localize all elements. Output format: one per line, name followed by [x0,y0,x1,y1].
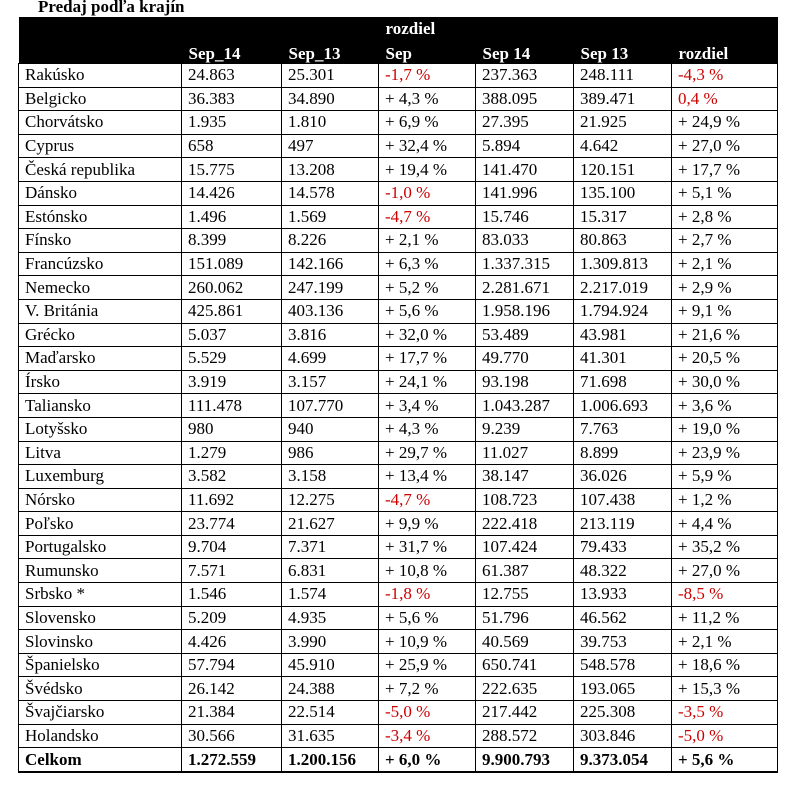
cell-sep13: 107.770 [282,394,379,418]
cell-ytd13: 36.026 [574,465,672,489]
table-row [19,347,778,371]
cell-diff-ytd: + 24,9 % [672,111,778,135]
cell-ytd13: 135.100 [574,181,672,205]
cell-sep13: 45.910 [282,653,379,677]
table-row [19,535,778,559]
cell-diff-sep: + 25,9 % [379,653,476,677]
table-row [19,559,778,583]
cell-ytd14: 9.239 [476,417,574,441]
total-ytd14: 9.900.793 [476,748,574,772]
cell-diff-sep: + 24,1 % [379,370,476,394]
cell-country: Írsko [19,370,182,394]
cell-sep14: 23.774 [182,512,282,536]
cell-diff-sep: + 29,7 % [379,441,476,465]
cell-sep13: 14.578 [282,181,379,205]
cell-diff-sep: + 17,7 % [379,347,476,371]
cell-diff-ytd: + 18,6 % [672,653,778,677]
cell-sep14: 15.775 [182,158,282,182]
cell-diff-sep: + 5,6 % [379,606,476,630]
cell-sep14: 980 [182,417,282,441]
cell-diff-sep: -1,0 % [379,181,476,205]
header-spacer [476,17,574,38]
cell-country: Belgicko [19,87,182,111]
table-row [19,181,778,205]
cell-sep13: 3.990 [282,630,379,654]
cell-sep13: 13.208 [282,158,379,182]
cell-diff-ytd: + 23,9 % [672,441,778,465]
cell-sep13: 403.136 [282,299,379,323]
cell-sep14: 36.383 [182,87,282,111]
cell-sep13: 1.810 [282,111,379,135]
cell-ytd13: 79.433 [574,535,672,559]
cell-sep14: 658 [182,134,282,158]
table-row [19,724,778,748]
table-row [19,134,778,158]
cell-ytd14: 217.442 [476,701,574,725]
cell-sep13: 12.275 [282,488,379,512]
cell-diff-ytd: + 3,6 % [672,394,778,418]
cell-sep14: 14.426 [182,181,282,205]
cell-ytd13: 43.981 [574,323,672,347]
table-header [19,17,778,64]
cell-diff-sep: -5,0 % [379,701,476,725]
cell-sep14: 57.794 [182,653,282,677]
cell-ytd14: 1.958.196 [476,299,574,323]
cell-sep14: 5.529 [182,347,282,371]
cell-diff-sep: -1,7 % [379,64,476,88]
cell-ytd14: 15.746 [476,205,574,229]
cell-diff-ytd: -3,5 % [672,701,778,725]
cell-sep14: 5.037 [182,323,282,347]
cell-sep14: 30.566 [182,724,282,748]
cell-sep14: 151.089 [182,252,282,276]
cell-diff-ytd: + 30,0 % [672,370,778,394]
cell-ytd14: 83.033 [476,229,574,253]
cell-ytd13: 7.763 [574,417,672,441]
cell-country: Litva [19,441,182,465]
header-group-label: rozdiel [385,19,436,38]
cell-ytd14: 61.387 [476,559,574,583]
cell-country: Taliansko [19,394,182,418]
cell-diff-sep: + 9,9 % [379,512,476,536]
cell-ytd13: 120.151 [574,158,672,182]
cell-ytd14: 107.424 [476,535,574,559]
cell-ytd13: 548.578 [574,653,672,677]
cell-ytd14: 2.281.671 [476,276,574,300]
cell-sep14: 11.692 [182,488,282,512]
cell-ytd14: 650.741 [476,653,574,677]
table-row [19,158,778,182]
cell-ytd14: 141.470 [476,158,574,182]
cell-ytd13: 248.111 [574,64,672,88]
cell-diff-ytd: + 4,4 % [672,512,778,536]
cell-ytd13: 8.899 [574,441,672,465]
cell-country: Srbsko * [19,583,182,607]
cell-diff-ytd: -8,5 % [672,583,778,607]
cell-diff-ytd: + 27,0 % [672,559,778,583]
total-sep13: 1.200.156 [282,748,379,772]
cell-sep13: 34.890 [282,87,379,111]
cell-sep13: 4.935 [282,606,379,630]
cell-diff-ytd: + 21,6 % [672,323,778,347]
cell-country: Lotyšsko [19,417,182,441]
cell-ytd13: 46.562 [574,606,672,630]
table-row [19,630,778,654]
cell-sep13: 24.388 [282,677,379,701]
cell-diff-sep: + 3,4 % [379,394,476,418]
cell-diff-ytd: + 20,5 % [672,347,778,371]
cell-diff-ytd: + 5,9 % [672,465,778,489]
cell-sep14: 3.919 [182,370,282,394]
table-row [19,441,778,465]
total-row [19,748,778,772]
cell-diff-ytd: + 15,3 % [672,677,778,701]
cell-country: Portugalsko [19,535,182,559]
table-row [19,299,778,323]
cell-diff-ytd: + 35,2 % [672,535,778,559]
cell-sep13: 3.158 [282,465,379,489]
page-title: Predaj podľa krajín [38,0,185,16]
cell-sep14: 1.546 [182,583,282,607]
cell-sep14: 7.571 [182,559,282,583]
cell-diff-ytd: + 17,7 % [672,158,778,182]
cell-country: Slovinsko [19,630,182,654]
cell-sep13: 3.816 [282,323,379,347]
cell-sep13: 986 [282,441,379,465]
cell-ytd14: 5.894 [476,134,574,158]
table-body [19,64,778,772]
cell-diff-sep: + 10,8 % [379,559,476,583]
cell-sep14: 24.863 [182,64,282,88]
cell-country: Grécko [19,323,182,347]
cell-country: Fínsko [19,229,182,253]
cell-sep13: 247.199 [282,276,379,300]
table-row [19,111,778,135]
cell-ytd14: 222.418 [476,512,574,536]
cell-ytd14: 49.770 [476,347,574,371]
cell-ytd14: 12.755 [476,583,574,607]
table-row [19,653,778,677]
cell-diff-sep: + 4,3 % [379,417,476,441]
cell-sep13: 142.166 [282,252,379,276]
cell-ytd14: 108.723 [476,488,574,512]
cell-country: Česká republika [19,158,182,182]
cell-diff-sep: + 10,9 % [379,630,476,654]
cell-ytd14: 40.569 [476,630,574,654]
cell-sep14: 111.478 [182,394,282,418]
cell-sep13: 22.514 [282,701,379,725]
cell-country: Rumunsko [19,559,182,583]
cell-diff-ytd: + 2,9 % [672,276,778,300]
cell-country: Estónsko [19,205,182,229]
header-ytd14: Sep 14 [482,44,531,63]
cell-country: Nemecko [19,276,182,300]
total-ytd13: 9.373.054 [574,748,672,772]
cell-diff-sep: + 7,2 % [379,677,476,701]
cell-sep14: 1.279 [182,441,282,465]
cell-ytd13: 213.119 [574,512,672,536]
table-row [19,370,778,394]
cell-sep13: 940 [282,417,379,441]
cell-ytd14: 288.572 [476,724,574,748]
cell-ytd14: 222.635 [476,677,574,701]
cell-ytd13: 13.933 [574,583,672,607]
cell-sep13: 497 [282,134,379,158]
cell-ytd13: 107.438 [574,488,672,512]
table-row [19,229,778,253]
cell-country: Poľsko [19,512,182,536]
header-spacer [19,17,182,38]
cell-country: V. Británia [19,299,182,323]
sales-by-country-table [18,17,778,773]
table-row [19,465,778,489]
cell-diff-sep: + 6,9 % [379,111,476,135]
table-row [19,583,778,607]
cell-diff-ytd: + 1,2 % [672,488,778,512]
cell-sep13: 6.831 [282,559,379,583]
table-row [19,323,778,347]
header-spacer [574,17,672,38]
cell-ytd14: 237.363 [476,64,574,88]
cell-ytd13: 41.301 [574,347,672,371]
table-row [19,606,778,630]
header-spacer [282,17,379,38]
cell-diff-sep: + 32,4 % [379,134,476,158]
cell-diff-ytd: + 2,1 % [672,630,778,654]
cell-ytd14: 38.147 [476,465,574,489]
cell-diff-sep: + 31,7 % [379,535,476,559]
cell-diff-sep: + 32,0 % [379,323,476,347]
cell-country: Holandsko [19,724,182,748]
table-row [19,87,778,111]
cell-diff-sep: -3,4 % [379,724,476,748]
cell-sep14: 1.496 [182,205,282,229]
table-row [19,701,778,725]
cell-sep13: 1.569 [282,205,379,229]
cell-diff-ytd: + 11,2 % [672,606,778,630]
cell-ytd14: 11.027 [476,441,574,465]
header-diff-sep: Sep [385,44,412,63]
header-spacer [672,17,778,38]
cell-sep13: 3.157 [282,370,379,394]
cell-diff-sep: + 13,4 % [379,465,476,489]
total-country: Celkom [19,748,182,772]
header-sep14: Sep_14 [188,44,241,63]
cell-sep13: 8.226 [282,229,379,253]
cell-diff-ytd: + 2,1 % [672,252,778,276]
total-sep14: 1.272.559 [182,748,282,772]
cell-sep14: 3.582 [182,465,282,489]
header-sep13: Sep_13 [288,44,341,63]
cell-ytd13: 39.753 [574,630,672,654]
table-row [19,276,778,300]
header-spacer [182,17,282,38]
cell-ytd14: 1.043.287 [476,394,574,418]
cell-sep13: 7.371 [282,535,379,559]
cell-ytd13: 71.698 [574,370,672,394]
cell-ytd13: 4.642 [574,134,672,158]
cell-sep13: 25.301 [282,64,379,88]
cell-diff-ytd: 0,4 % [672,87,778,111]
table-row [19,394,778,418]
cell-country: Maďarsko [19,347,182,371]
cell-country: Francúzsko [19,252,182,276]
cell-ytd13: 2.217.019 [574,276,672,300]
cell-ytd13: 80.863 [574,229,672,253]
cell-sep13: 1.574 [282,583,379,607]
cell-ytd13: 48.322 [574,559,672,583]
table-row [19,64,778,88]
cell-sep14: 5.209 [182,606,282,630]
table-row [19,677,778,701]
cell-country: Nórsko [19,488,182,512]
table-row [19,417,778,441]
cell-diff-ytd: -5,0 % [672,724,778,748]
cell-diff-ytd: + 2,7 % [672,229,778,253]
cell-ytd13: 1.006.693 [574,394,672,418]
cell-sep14: 260.062 [182,276,282,300]
cell-sep14: 425.861 [182,299,282,323]
total-diff-sep: + 6,0 % [379,748,476,772]
cell-ytd14: 53.489 [476,323,574,347]
cell-diff-sep: + 5,2 % [379,276,476,300]
header-diff-ytd: rozdiel [678,44,729,63]
cell-ytd14: 93.198 [476,370,574,394]
cell-ytd14: 1.337.315 [476,252,574,276]
cell-sep14: 9.704 [182,535,282,559]
cell-ytd13: 15.317 [574,205,672,229]
table-row [19,205,778,229]
cell-sep14: 26.142 [182,677,282,701]
cell-diff-sep: + 2,1 % [379,229,476,253]
cell-sep13: 21.627 [282,512,379,536]
cell-country: Cyprus [19,134,182,158]
cell-ytd14: 51.796 [476,606,574,630]
cell-ytd14: 388.095 [476,87,574,111]
total-diff-ytd: + 5,6 % [672,748,778,772]
cell-sep14: 21.384 [182,701,282,725]
cell-sep14: 8.399 [182,229,282,253]
cell-ytd13: 1.309.813 [574,252,672,276]
cell-diff-ytd: + 9,1 % [672,299,778,323]
cell-country: Švajčiarsko [19,701,182,725]
cell-diff-sep: + 6,3 % [379,252,476,276]
cell-diff-ytd: + 2,8 % [672,205,778,229]
cell-ytd13: 389.471 [574,87,672,111]
cell-diff-ytd: + 5,1 % [672,181,778,205]
cell-sep14: 4.426 [182,630,282,654]
cell-diff-sep: -1,8 % [379,583,476,607]
cell-ytd13: 193.065 [574,677,672,701]
cell-country: Dánsko [19,181,182,205]
cell-diff-ytd: + 19,0 % [672,417,778,441]
cell-ytd14: 141.996 [476,181,574,205]
cell-country: Švédsko [19,677,182,701]
cell-country: Španielsko [19,653,182,677]
cell-diff-sep: + 5,6 % [379,299,476,323]
cell-ytd13: 1.794.924 [574,299,672,323]
cell-ytd13: 21.925 [574,111,672,135]
table-row [19,512,778,536]
cell-diff-ytd: -4,3 % [672,64,778,88]
cell-country: Rakúsko [19,64,182,88]
cell-diff-sep: + 19,4 % [379,158,476,182]
cell-country: Slovensko [19,606,182,630]
cell-diff-ytd: + 27,0 % [672,134,778,158]
cell-ytd14: 27.395 [476,111,574,135]
cell-country: Luxemburg [19,465,182,489]
cell-sep14: 1.935 [182,111,282,135]
cell-sep13: 4.699 [282,347,379,371]
cell-diff-sep: -4,7 % [379,488,476,512]
header-ytd13: Sep 13 [580,44,629,63]
cell-diff-sep: -4,7 % [379,205,476,229]
cell-diff-sep: + 4,3 % [379,87,476,111]
cell-ytd13: 225.308 [574,701,672,725]
header-country [19,38,182,64]
cell-ytd13: 303.846 [574,724,672,748]
cell-sep13: 31.635 [282,724,379,748]
table-row [19,488,778,512]
cell-country: Chorvátsko [19,111,182,135]
table-row [19,252,778,276]
